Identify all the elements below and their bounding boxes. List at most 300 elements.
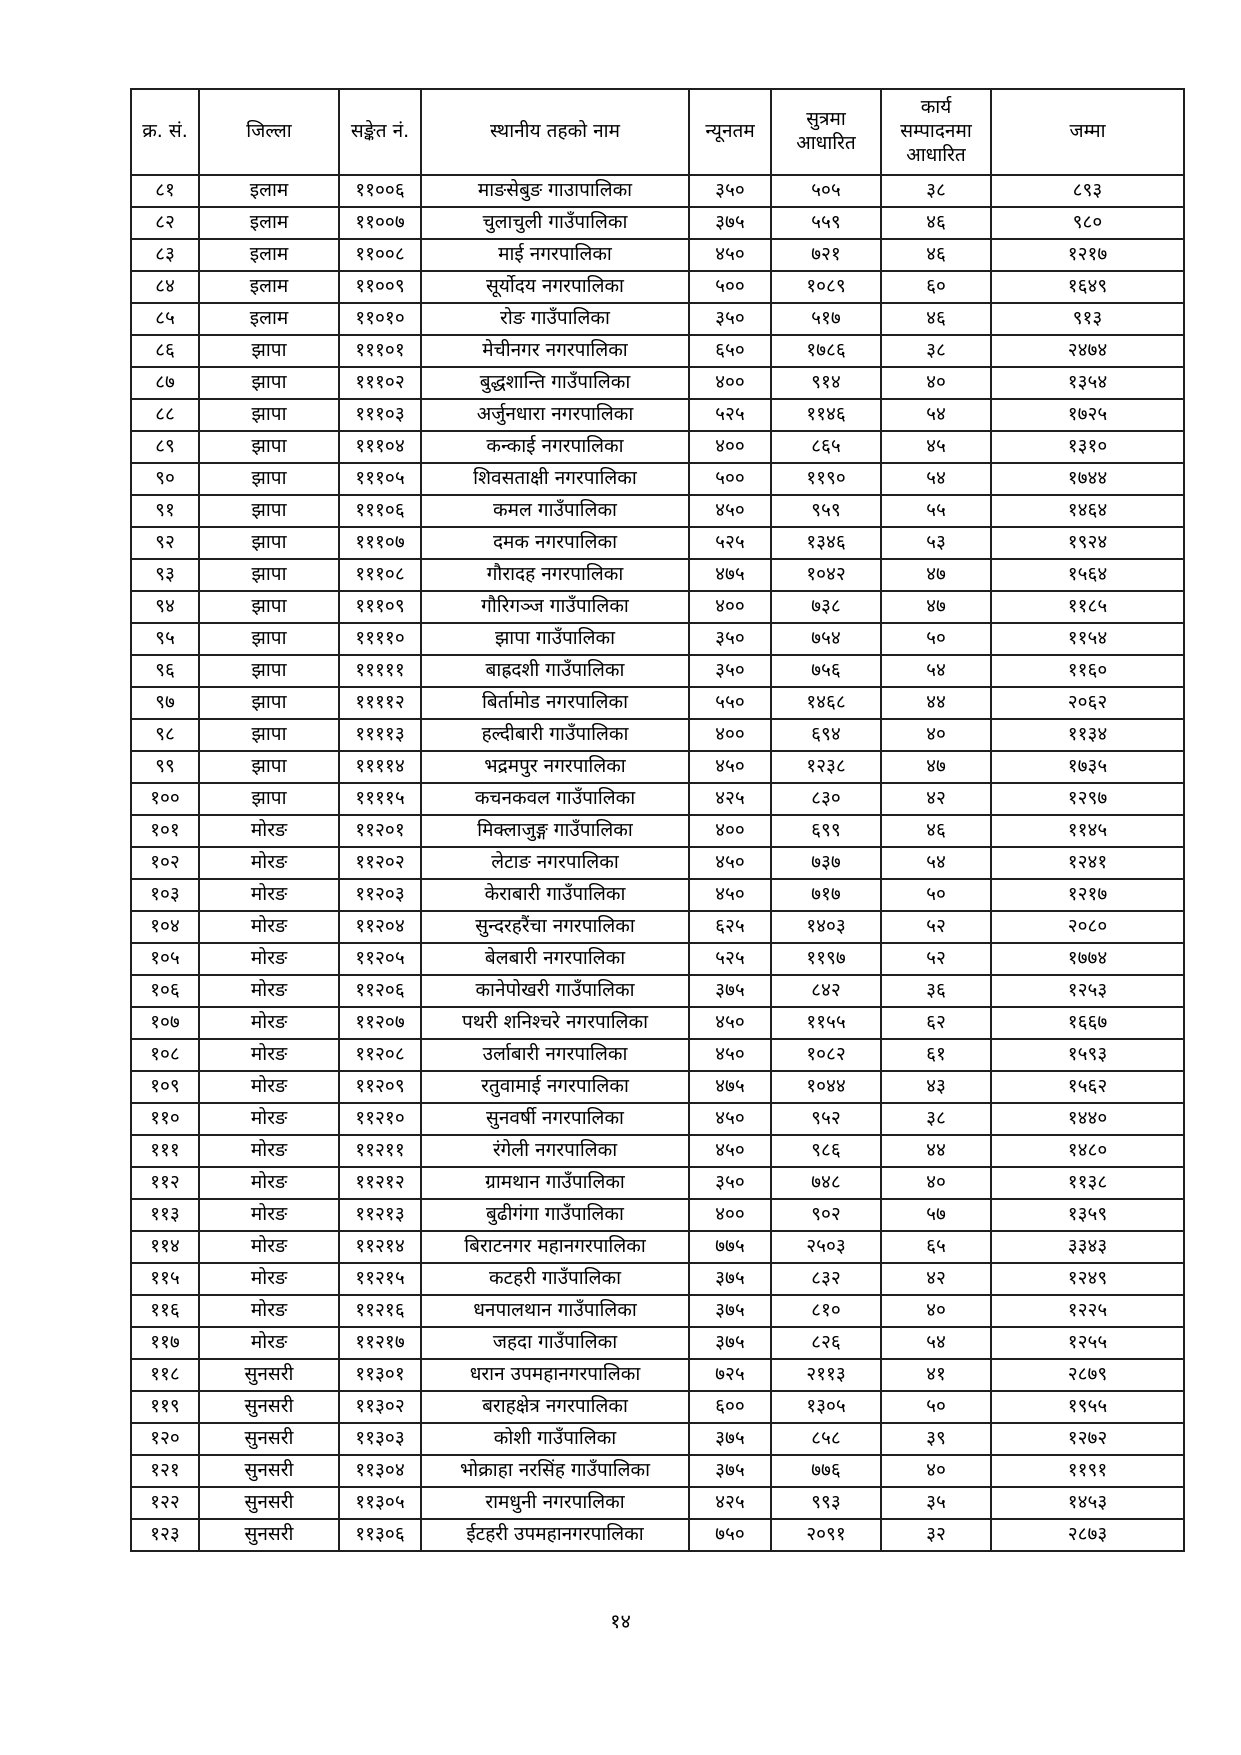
cell-total: ११५४ [991, 623, 1184, 655]
cell-minimum: ४२५ [689, 783, 771, 815]
cell-district: मोरङ [199, 1327, 339, 1359]
cell-performance-based: ३५ [881, 1487, 991, 1519]
cell-performance-based: ३९ [881, 1423, 991, 1455]
cell-sn: ८९ [131, 431, 199, 463]
page-number: १४ [610, 1609, 631, 1633]
cell-formula-based: १०४४ [771, 1071, 881, 1103]
cell-minimum: ४२५ [689, 1487, 771, 1519]
cell-district: मोरङ [199, 1007, 339, 1039]
cell-name: ग्रामथान गाउँपालिका [421, 1167, 689, 1199]
cell-district: झापा [199, 335, 339, 367]
cell-name: सुनवर्षी नगरपालिका [421, 1103, 689, 1135]
cell-formula-based: ८२६ [771, 1327, 881, 1359]
cell-code: ११२१३ [339, 1199, 421, 1231]
cell-name: माङसेबुङ गाउापालिका [421, 175, 689, 207]
cell-total: २८७३ [991, 1519, 1184, 1551]
cell-total: १३५४ [991, 367, 1184, 399]
cell-total: १७७४ [991, 943, 1184, 975]
cell-minimum: ४०० [689, 591, 771, 623]
cell-sn: ८३ [131, 239, 199, 271]
cell-total: १२५५ [991, 1327, 1184, 1359]
table-row [131, 1071, 1184, 1103]
cell-sn: ११९ [131, 1391, 199, 1423]
cell-performance-based: ६२ [881, 1007, 991, 1039]
cell-performance-based: ५० [881, 623, 991, 655]
cell-code: ११११४ [339, 751, 421, 783]
cell-performance-based: ४४ [881, 1135, 991, 1167]
cell-minimum: ७२५ [689, 1359, 771, 1391]
cell-total: ११३८ [991, 1167, 1184, 1199]
cell-minimum: ५२५ [689, 943, 771, 975]
cell-code: ११३०२ [339, 1391, 421, 1423]
cell-sn: १२२ [131, 1487, 199, 1519]
cell-district: झापा [199, 559, 339, 591]
cell-district: झापा [199, 527, 339, 559]
cell-sn: १०६ [131, 975, 199, 1007]
cell-name: बुढीगंगा गाउँपालिका [421, 1199, 689, 1231]
cell-code: ११००७ [339, 207, 421, 239]
cell-performance-based: ४२ [881, 783, 991, 815]
cell-total: १४६४ [991, 495, 1184, 527]
cell-minimum: ३५० [689, 655, 771, 687]
header-serial-number: क्र. सं. [131, 89, 199, 175]
cell-minimum: ७५० [689, 1519, 771, 1551]
cell-sn: ९६ [131, 655, 199, 687]
cell-code: ११११५ [339, 783, 421, 815]
cell-sn: ९७ [131, 687, 199, 719]
cell-name: जहदा गाउँपालिका [421, 1327, 689, 1359]
cell-district: मोरङ [199, 879, 339, 911]
cell-minimum: ३७५ [689, 1295, 771, 1327]
cell-district: सुनसरी [199, 1359, 339, 1391]
cell-total: १७३५ [991, 751, 1184, 783]
table-row [131, 271, 1184, 303]
cell-total: ८९३ [991, 175, 1184, 207]
cell-code: ११२०९ [339, 1071, 421, 1103]
cell-total: १५६२ [991, 1071, 1184, 1103]
cell-total: ११८५ [991, 591, 1184, 623]
header-formula-based: सुत्रमा आधारित [771, 89, 881, 175]
cell-name: कमल गाउँपालिका [421, 495, 689, 527]
cell-sn: ९५ [131, 623, 199, 655]
cell-sn: १०० [131, 783, 199, 815]
cell-name: माई नगरपालिका [421, 239, 689, 271]
header-code-number: सङ्केत नं. [339, 89, 421, 175]
cell-sn: ११४ [131, 1231, 199, 1263]
cell-district: इलाम [199, 175, 339, 207]
cell-total: १२४९ [991, 1263, 1184, 1295]
cell-code: १११०२ [339, 367, 421, 399]
cell-minimum: ४०० [689, 719, 771, 751]
table-row [131, 175, 1184, 207]
cell-performance-based: ४२ [881, 1263, 991, 1295]
table-row [131, 1199, 1184, 1231]
table-row [131, 1167, 1184, 1199]
cell-minimum: ३५० [689, 1167, 771, 1199]
cell-formula-based: ७५६ [771, 655, 881, 687]
cell-sn: ८७ [131, 367, 199, 399]
cell-sn: ११५ [131, 1263, 199, 1295]
table-row [131, 495, 1184, 527]
table-row [131, 943, 1184, 975]
cell-name: रामधुनी नगरपालिका [421, 1487, 689, 1519]
cell-code: ११२०६ [339, 975, 421, 1007]
cell-total: ११९१ [991, 1455, 1184, 1487]
cell-name: धरान उपमहानगरपालिका [421, 1359, 689, 1391]
cell-minimum: ५२५ [689, 399, 771, 431]
cell-code: ११२१५ [339, 1263, 421, 1295]
table-row [131, 239, 1184, 271]
cell-sn: १२० [131, 1423, 199, 1455]
cell-performance-based: ५२ [881, 943, 991, 975]
cell-name: कटहरी गाउँपालिका [421, 1263, 689, 1295]
cell-formula-based: ९५९ [771, 495, 881, 527]
cell-minimum: ४५० [689, 879, 771, 911]
cell-minimum: ४०० [689, 367, 771, 399]
cell-name: पथरी शनिश्चरे नगरपालिका [421, 1007, 689, 1039]
cell-name: सूर्योदय नगरपालिका [421, 271, 689, 303]
cell-formula-based: ८६५ [771, 431, 881, 463]
cell-code: १११०४ [339, 431, 421, 463]
cell-district: मोरङ [199, 847, 339, 879]
table-header-row [131, 89, 1184, 175]
cell-formula-based: ६९४ [771, 719, 881, 751]
table-row [131, 463, 1184, 495]
cell-name: गौरादह नगरपालिका [421, 559, 689, 591]
cell-district: मोरङ [199, 1103, 339, 1135]
cell-sn: १२१ [131, 1455, 199, 1487]
cell-formula-based: ८१० [771, 1295, 881, 1327]
cell-code: ११३०१ [339, 1359, 421, 1391]
cell-formula-based: १०४२ [771, 559, 881, 591]
cell-sn: ९१ [131, 495, 199, 527]
cell-minimum: ६२५ [689, 911, 771, 943]
cell-total: ११६० [991, 655, 1184, 687]
cell-sn: ११३ [131, 1199, 199, 1231]
header-minimum: न्यूनतम [689, 89, 771, 175]
cell-formula-based: ७५४ [771, 623, 881, 655]
allocation-table [130, 88, 1185, 1552]
table-row [131, 975, 1184, 1007]
cell-code: ११२०४ [339, 911, 421, 943]
cell-performance-based: ५७ [881, 1199, 991, 1231]
cell-sn: ११८ [131, 1359, 199, 1391]
cell-sn: १०७ [131, 1007, 199, 1039]
cell-formula-based: ७३८ [771, 591, 881, 623]
cell-district: झापा [199, 783, 339, 815]
cell-total: १२२५ [991, 1295, 1184, 1327]
cell-formula-based: २११३ [771, 1359, 881, 1391]
cell-formula-based: ९८६ [771, 1135, 881, 1167]
cell-performance-based: ५५ [881, 495, 991, 527]
cell-sn: ११६ [131, 1295, 199, 1327]
cell-total: २०६२ [991, 687, 1184, 719]
cell-code: ११२१४ [339, 1231, 421, 1263]
cell-performance-based: ३८ [881, 1103, 991, 1135]
cell-minimum: ३५० [689, 175, 771, 207]
cell-formula-based: ६९९ [771, 815, 881, 847]
cell-formula-based: ७३७ [771, 847, 881, 879]
cell-performance-based: ४४ [881, 687, 991, 719]
cell-formula-based: ११९७ [771, 943, 881, 975]
cell-minimum: ५२५ [689, 527, 771, 559]
cell-minimum: ४०० [689, 815, 771, 847]
cell-formula-based: १३४६ [771, 527, 881, 559]
cell-minimum: ७७५ [689, 1231, 771, 1263]
cell-performance-based: ४० [881, 719, 991, 751]
cell-formula-based: ९१४ [771, 367, 881, 399]
cell-code: ११२११ [339, 1135, 421, 1167]
cell-code: ११००६ [339, 175, 421, 207]
cell-performance-based: ४३ [881, 1071, 991, 1103]
cell-total: १२५३ [991, 975, 1184, 1007]
cell-total: ९१३ [991, 303, 1184, 335]
cell-minimum: ४५० [689, 751, 771, 783]
cell-minimum: ६०० [689, 1391, 771, 1423]
cell-performance-based: ५४ [881, 1327, 991, 1359]
cell-code: ११३०६ [339, 1519, 421, 1551]
cell-district: झापा [199, 751, 339, 783]
cell-district: झापा [199, 591, 339, 623]
table-row [131, 527, 1184, 559]
header-local-level-name: स्थानीय तहको नाम [421, 89, 689, 175]
cell-performance-based: ३८ [881, 335, 991, 367]
cell-name: सुन्दरहरैंचा नगरपालिका [421, 911, 689, 943]
cell-code: ११२०८ [339, 1039, 421, 1071]
cell-district: झापा [199, 655, 339, 687]
cell-sn: ९२ [131, 527, 199, 559]
cell-total: १५६४ [991, 559, 1184, 591]
cell-formula-based: १०८९ [771, 271, 881, 303]
cell-district: मोरङ [199, 1039, 339, 1071]
table-row [131, 1007, 1184, 1039]
cell-formula-based: १४०३ [771, 911, 881, 943]
header-total: जम्मा [991, 89, 1184, 175]
cell-sn: ८५ [131, 303, 199, 335]
cell-total: २०८० [991, 911, 1184, 943]
cell-formula-based: ७१७ [771, 879, 881, 911]
cell-name: झापा गाउँपालिका [421, 623, 689, 655]
cell-sn: १२३ [131, 1519, 199, 1551]
cell-sn: ८१ [131, 175, 199, 207]
table-row [131, 1519, 1184, 1551]
cell-code: ११२०७ [339, 1007, 421, 1039]
cell-minimum: ३७५ [689, 1327, 771, 1359]
cell-sn: १०४ [131, 911, 199, 943]
cell-total: २८७९ [991, 1359, 1184, 1391]
cell-performance-based: ५२ [881, 911, 991, 943]
cell-performance-based: ५४ [881, 463, 991, 495]
cell-performance-based: ४० [881, 367, 991, 399]
cell-code: १११०१ [339, 335, 421, 367]
cell-minimum: ५५० [689, 687, 771, 719]
cell-name: मेचीनगर नगरपालिका [421, 335, 689, 367]
cell-formula-based: ११९० [771, 463, 881, 495]
cell-code: ११२०२ [339, 847, 421, 879]
cell-district: सुनसरी [199, 1391, 339, 1423]
cell-total: १२४१ [991, 847, 1184, 879]
table-body [131, 175, 1184, 1551]
cell-code: ११००८ [339, 239, 421, 271]
cell-performance-based: ४६ [881, 207, 991, 239]
cell-formula-based: ७७६ [771, 1455, 881, 1487]
cell-code: ११००९ [339, 271, 421, 303]
cell-district: मोरङ [199, 975, 339, 1007]
cell-performance-based: ५३ [881, 527, 991, 559]
cell-code: १११०६ [339, 495, 421, 527]
table-row [131, 879, 1184, 911]
cell-total: १५९३ [991, 1039, 1184, 1071]
cell-formula-based: ८३२ [771, 1263, 881, 1295]
cell-name: बिर्तामोड नगरपालिका [421, 687, 689, 719]
cell-district: झापा [199, 687, 339, 719]
cell-name: बिराटनगर महानगरपालिका [421, 1231, 689, 1263]
cell-name: कन्काई नगरपालिका [421, 431, 689, 463]
cell-sn: ११२ [131, 1167, 199, 1199]
cell-district: झापा [199, 367, 339, 399]
cell-total: १२७२ [991, 1423, 1184, 1455]
cell-code: १११११ [339, 655, 421, 687]
cell-minimum: ३७५ [689, 1455, 771, 1487]
cell-formula-based: ११४६ [771, 399, 881, 431]
cell-sn: ९८ [131, 719, 199, 751]
cell-formula-based: ८४२ [771, 975, 881, 1007]
cell-code: ११११२ [339, 687, 421, 719]
cell-code: ११२०१ [339, 815, 421, 847]
cell-code: ११११० [339, 623, 421, 655]
cell-name: केराबारी गाउँपालिका [421, 879, 689, 911]
table-row [131, 1359, 1184, 1391]
cell-performance-based: ३८ [881, 175, 991, 207]
table-row [131, 1423, 1184, 1455]
cell-name: बेलबारी नगरपालिका [421, 943, 689, 975]
cell-performance-based: ६५ [881, 1231, 991, 1263]
cell-performance-based: ४१ [881, 1359, 991, 1391]
cell-total: १३५९ [991, 1199, 1184, 1231]
cell-total: १९५५ [991, 1391, 1184, 1423]
cell-sn: ८२ [131, 207, 199, 239]
table-row [131, 687, 1184, 719]
cell-district: इलाम [199, 239, 339, 271]
cell-performance-based: ४० [881, 1455, 991, 1487]
cell-code: ११३०४ [339, 1455, 421, 1487]
cell-district: मोरङ [199, 1231, 339, 1263]
table-row [131, 367, 1184, 399]
cell-minimum: ४७५ [689, 1071, 771, 1103]
cell-district: झापा [199, 495, 339, 527]
cell-total: १४५३ [991, 1487, 1184, 1519]
table-row [131, 431, 1184, 463]
table-row [131, 1135, 1184, 1167]
cell-performance-based: ५४ [881, 399, 991, 431]
cell-performance-based: ४० [881, 1295, 991, 1327]
cell-minimum: ४५० [689, 847, 771, 879]
cell-formula-based: २०९१ [771, 1519, 881, 1551]
cell-total: १९२४ [991, 527, 1184, 559]
cell-performance-based: ४७ [881, 559, 991, 591]
cell-formula-based: ५१७ [771, 303, 881, 335]
cell-code: ११२१० [339, 1103, 421, 1135]
cell-name: कचनकवल गाउँपालिका [421, 783, 689, 815]
header-performance-based: कार्य सम्पादनमा आधारित [881, 89, 991, 175]
table-row [131, 559, 1184, 591]
cell-name: मिक्लाजुङ्ग गाउँपालिका [421, 815, 689, 847]
cell-district: मोरङ [199, 911, 339, 943]
cell-sn: ११७ [131, 1327, 199, 1359]
cell-total: १७२५ [991, 399, 1184, 431]
cell-name: भद्रमपुर नगरपालिका [421, 751, 689, 783]
table-row [131, 911, 1184, 943]
cell-name: रतुवामाई नगरपालिका [421, 1071, 689, 1103]
table-row [131, 399, 1184, 431]
cell-total: १२९७ [991, 783, 1184, 815]
cell-name: कानेपोखरी गाउँपालिका [421, 975, 689, 1007]
cell-performance-based: ४७ [881, 591, 991, 623]
table-row [131, 303, 1184, 335]
header-district: जिल्ला [199, 89, 339, 175]
cell-total: ३३४३ [991, 1231, 1184, 1263]
table-row [131, 623, 1184, 655]
cell-formula-based: ९५२ [771, 1103, 881, 1135]
cell-formula-based: १७८६ [771, 335, 881, 367]
cell-performance-based: ३२ [881, 1519, 991, 1551]
cell-name: हल्दीबारी गाउँपालिका [421, 719, 689, 751]
cell-minimum: ६५० [689, 335, 771, 367]
table-row [131, 815, 1184, 847]
cell-performance-based: ४७ [881, 751, 991, 783]
table-row [131, 1327, 1184, 1359]
cell-name: रंगेली नगरपालिका [421, 1135, 689, 1167]
cell-formula-based: ८५८ [771, 1423, 881, 1455]
cell-name: बराहक्षेत्र नगरपालिका [421, 1391, 689, 1423]
cell-district: मोरङ [199, 1199, 339, 1231]
cell-minimum: ४०० [689, 1199, 771, 1231]
table-row [131, 207, 1184, 239]
cell-name: रोङ गाउँपालिका [421, 303, 689, 335]
table-row [131, 1231, 1184, 1263]
table-row [131, 783, 1184, 815]
cell-performance-based: ४६ [881, 303, 991, 335]
cell-minimum: ३७५ [689, 1263, 771, 1295]
cell-sn: ९९ [131, 751, 199, 783]
cell-sn: १११ [131, 1135, 199, 1167]
cell-performance-based: ५४ [881, 655, 991, 687]
cell-name: बाह्रदशी गाउँपालिका [421, 655, 689, 687]
cell-district: इलाम [199, 271, 339, 303]
cell-total: ११३४ [991, 719, 1184, 751]
cell-district: झापा [199, 431, 339, 463]
cell-district: मोरङ [199, 1295, 339, 1327]
cell-code: १११०३ [339, 399, 421, 431]
cell-name: धनपालथान गाउँपालिका [421, 1295, 689, 1327]
cell-minimum: ४०० [689, 431, 771, 463]
cell-minimum: ३७५ [689, 975, 771, 1007]
cell-performance-based: ४६ [881, 239, 991, 271]
cell-sn: ९४ [131, 591, 199, 623]
cell-formula-based: १०८२ [771, 1039, 881, 1071]
cell-district: मोरङ [199, 815, 339, 847]
cell-code: ११२०५ [339, 943, 421, 975]
table-row [131, 719, 1184, 751]
cell-sn: ९३ [131, 559, 199, 591]
cell-formula-based: १२३८ [771, 751, 881, 783]
cell-formula-based: ७२१ [771, 239, 881, 271]
cell-sn: १०३ [131, 879, 199, 911]
cell-district: झापा [199, 719, 339, 751]
cell-code: ११३०३ [339, 1423, 421, 1455]
cell-sn: ९० [131, 463, 199, 495]
cell-sn: ८८ [131, 399, 199, 431]
